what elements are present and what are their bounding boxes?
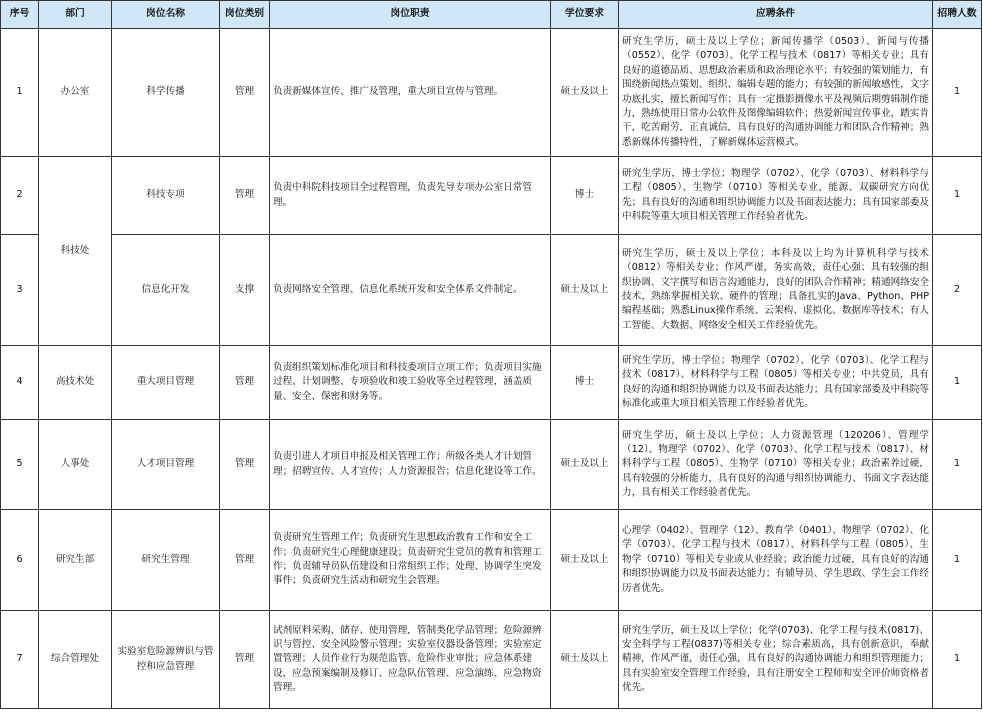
table-row <box>1 235 982 346</box>
cell-category: 管理 <box>220 510 270 611</box>
cell-duties: 负责网络安全管理、信息化系统开发和安全体系文件制定。 <box>270 235 551 346</box>
cell-category: 管理 <box>220 611 270 709</box>
table-row <box>1 420 982 510</box>
table-row <box>1 29 982 157</box>
table-row <box>1 157 982 235</box>
cell-no: 3 <box>1 235 39 346</box>
cell-degree: 博士 <box>551 346 619 420</box>
cell-duties: 负责研究生管理工作；负责研究生思想政治教育工作和安全工作；负责研究生心理健康建设；负责研究生党员的教育和管理工作；负责辅导员队伍建设和日常组织工作；处理、协调学生突发事件；负责研究生活动和研究生会管理。 <box>270 510 551 611</box>
cell-dept: 人事处 <box>39 420 112 510</box>
cell-category: 管理 <box>220 157 270 235</box>
cell-duties: 试剂原料采购、储存、使用管理，管制类化学品管理；危险源辨识与管控、安全风险警示管理；实验室仪器设备管理；实验室定置管理；人员作业行为规范监管、危险作业审批；应急体系建设，应急预案编制及修订、应急队伍管理、应急演练、应急物资管理。 <box>270 611 551 709</box>
cell-count: 1 <box>933 611 982 709</box>
header-cell: 应聘条件 <box>619 1 933 29</box>
cell-count: 2 <box>933 235 982 346</box>
table-row <box>1 611 982 709</box>
cell-requirements: 研究生学历，硕士及以上学位；新闻传播学（0503）、新闻与传播（0552）、化学（0703）、化学工程与技术（0817）等相关专业；具有良好的道德品质、思想政治素质和政治理论水平；有较强的策划能力，有围绕新闻热点策划、组织、编辑专题的能力；有较强的新闻敏感性，文字功底扎实，擅长新闻写作；具有一定摄影摄像水平及视频后期剪辑制作能力，熟练使用日常办公软件及图像编辑软件；热爱新闻宣传事业，踏实肯干，吃苦耐劳，正直诚信，具有良好的沟通协调能力和团队合作精神；熟悉新媒体传播特性，了解新媒体运营模式。 <box>619 29 933 157</box>
cell-degree: 博士 <box>551 157 619 235</box>
cell-category: 管理 <box>220 346 270 420</box>
header-cell: 岗位类别 <box>220 1 270 29</box>
cell-position: 信息化开发 <box>112 235 220 346</box>
cell-requirements: 研究生学历，硕士及以上学位；本科及以上均为计算机科学与技术（0812）等相关专业；作风严谨，务实高效，责任心强；具有较强的组织协调、文字撰写和语言沟通能力，良好的团队合作精神；精通网络安全技术，熟练掌握相关软、硬件的管理；具备扎实的Java、Python、PHP编程基础；熟悉Linux操作系统、云架构、虚拟化、数据库等技术；有人工智能、大数据、网络安全相关工作经验优先。 <box>619 235 933 346</box>
cell-requirements: 研究生学历，硕士及以上学位；人力资源管理（120206）、管理学（12）、物理学（0702）、化学（0703）、化学工程与技术（0817）、材料科学与工程（0805）、生物学（0710）等相关专业；政治素养过硬，具有较强的分析能力，具有良好的沟通与组织协调能力、书面文字表达能力，具有相关工作经验者优先。 <box>619 420 933 510</box>
cell-position: 重大项目管理 <box>112 346 220 420</box>
cell-duties: 负责组织策划标准化项目和科技委项目立项工作；负责项目实施过程、计划调整、专项验收和竣工验收等全过程管理，涵盖质量、安全、保密和财务等。 <box>270 346 551 420</box>
cell-requirements: 研究生学历，博士学位；物理学（0702）、化学（0703）、材料科学与工程（0805）、生物学（0710）等相关专业，能源、双碳研究方向优先；具有良好的沟通和组织协调能力以及书面表达能力；具有国家部委及中科院等重大项目相关管理工作经验者优先。 <box>619 157 933 235</box>
cell-duties: 负责中科院科技项目全过程管理，负责先导专项办公室日常管理。 <box>270 157 551 235</box>
header-row <box>1 1 982 29</box>
cell-position: 人才项目管理 <box>112 420 220 510</box>
cell-count: 1 <box>933 157 982 235</box>
header-cell: 岗位名称 <box>112 1 220 29</box>
cell-dept: 科技处 <box>39 157 112 346</box>
cell-dept: 综合管理处 <box>39 611 112 709</box>
cell-no: 1 <box>1 29 39 157</box>
cell-duties: 负责新媒体宣传、推广及管理，重大项目宣传与管理。 <box>270 29 551 157</box>
cell-category: 管理 <box>220 420 270 510</box>
cell-dept: 研究生部 <box>39 510 112 611</box>
cell-position: 科技专项 <box>112 157 220 235</box>
cell-degree: 硕士及以上 <box>551 420 619 510</box>
cell-category: 管理 <box>220 29 270 157</box>
header-cell: 招聘人数 <box>933 1 982 29</box>
cell-count: 1 <box>933 29 982 157</box>
header-cell: 岗位职责 <box>270 1 551 29</box>
cell-duties: 负责引进人才项目申报及相关管理工作；所级各类人才计划管理；招聘宣传、人才宣传；人力资源报告；信息化建设等工作。 <box>270 420 551 510</box>
cell-no: 5 <box>1 420 39 510</box>
cell-no: 4 <box>1 346 39 420</box>
header-cell: 学位要求 <box>551 1 619 29</box>
cell-degree: 硕士及以上 <box>551 611 619 709</box>
cell-degree: 硕士及以上 <box>551 29 619 157</box>
cell-position: 科学传播 <box>112 29 220 157</box>
table-row <box>1 346 982 420</box>
cell-category: 支撑 <box>220 235 270 346</box>
cell-no: 7 <box>1 611 39 709</box>
cell-count: 1 <box>933 420 982 510</box>
cell-no: 6 <box>1 510 39 611</box>
cell-dept: 高技术处 <box>39 346 112 420</box>
cell-dept: 办公室 <box>39 29 112 157</box>
cell-degree: 硕士及以上 <box>551 235 619 346</box>
cell-degree: 硕士及以上 <box>551 510 619 611</box>
header-cell: 序号 <box>1 1 39 29</box>
table-row <box>1 510 982 611</box>
cell-position: 研究生管理 <box>112 510 220 611</box>
cell-count: 1 <box>933 346 982 420</box>
cell-position: 实验室危险源辨识与管控和应急管理 <box>112 611 220 709</box>
cell-no: 2 <box>1 157 39 235</box>
cell-requirements: 研究生学历，博士学位；物理学（0702）、化学（0703）、化学工程与技术（0817）、材料科学与工程（0805）等相关专业；中共党员，具有良好的沟通和组织协调能力以及书面表达能力；具有国家部委及中科院等标准化或重大项目相关管理工作经验者优先。 <box>619 346 933 420</box>
cell-requirements: 心理学（0402）、管理学（12）、教育学（0401）、物理学（0702）、化学（0703）、化学工程与技术（0817）、材料科学与工程（0805）、生物学（0710）等相关专业或从业经验；政治能力过硬，具有良好的沟通和组织协调能力以及书面表达能力；有辅导员、学生思政、学生会工作经历者优先。 <box>619 510 933 611</box>
header-cell: 部门 <box>39 1 112 29</box>
cell-count: 1 <box>933 510 982 611</box>
cell-requirements: 研究生学历，硕士及以上学位；化学(0703)、化学工程与技术(0817)、安全科学与工程(0837)等相关专业；综合素质高，具有创新意识，奉献精神，作风严谨，责任心强，具有良好的沟通协调能力和组织管理能力；具有实验室安全管理工作经验，具有注册安全工程师和安全评价师资格者优先。 <box>619 611 933 709</box>
